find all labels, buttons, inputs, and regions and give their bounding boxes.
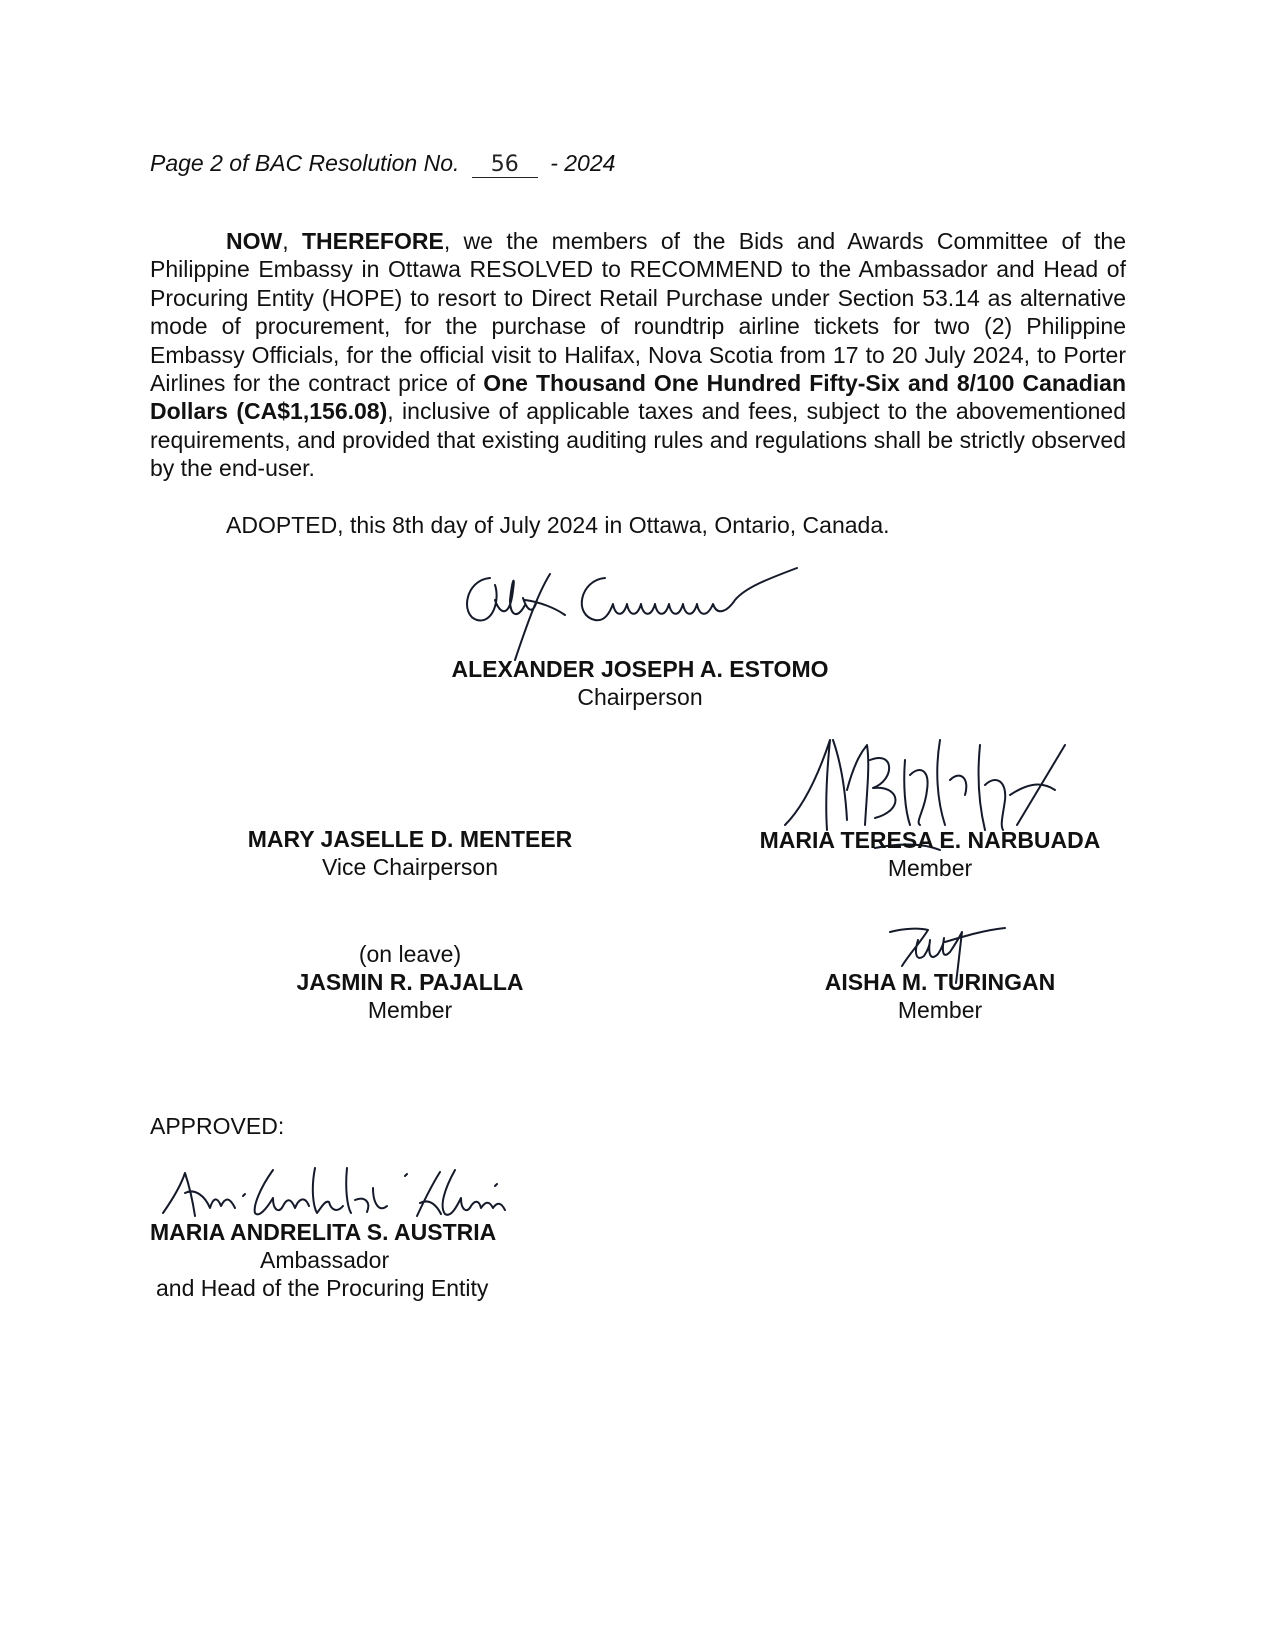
vice-chair-name: MARY JASELLE D. MENTEER bbox=[247, 826, 573, 852]
pajalla-role: Member bbox=[367, 997, 453, 1023]
header-prefix: Page 2 of BAC Resolution No. bbox=[150, 150, 460, 176]
pajalla-name: JASMIN R. PAJALLA bbox=[296, 969, 524, 995]
chair-signatory bbox=[400, 655, 880, 711]
lead-separator: , bbox=[282, 228, 302, 254]
ambassador-name: MARIA ANDRELITA S. AUSTRIA bbox=[150, 1219, 497, 1245]
chair-name: ALEXANDER JOSEPH A. ESTOMO bbox=[451, 656, 829, 682]
adopted-statement: ADOPTED, this 8th day of July 2024 in Ottawa, Ontario, Canada. bbox=[226, 512, 890, 538]
turingan-signatory bbox=[780, 968, 1100, 1024]
ambassador-signatory bbox=[150, 1218, 496, 1302]
lead-now: NOW bbox=[226, 228, 283, 254]
chair-role: Chairperson bbox=[577, 684, 703, 710]
paragraph-text-1: , we the members of the Bids and Awards Committee of the Philippine Embassy in Ottawa RESOLVED to RECOMMEND to the Ambassador and Head of Procuring Entity (HOPE) to resort to Direct Retail Purchase under Section 53.14 as alternative mode of procurement, for the purchase of roundtrip airline tickets for two (2) Philippine Embassy Officials, for the official visit to Halifax, Nova Scotia from 17 to 20 July 2024, to Porter Airlines for the contract price of bbox=[150, 228, 1126, 397]
lead-therefore: THEREFORE bbox=[301, 228, 444, 254]
turingan-name: AISHA M. TURINGAN bbox=[824, 969, 1056, 995]
ambassador-role: Ambassador bbox=[260, 1247, 390, 1273]
pajalla-signatory bbox=[240, 940, 580, 1024]
vice-chair-signatory bbox=[200, 825, 620, 881]
narbuada-signatory bbox=[730, 826, 1130, 882]
paragraph-text-2: , inclusive of applicable taxes and fees, subject to the abovementioned requirements, and provided that existing auditing rules and regulations shall be strictly observed by the end-user. bbox=[150, 398, 1126, 482]
resolution-number: 56 bbox=[472, 153, 538, 178]
contract-amount: One Thousand One Hundred Fifty-Six and 8/100 Canadian Dollars (CA$1,156.08) bbox=[150, 370, 1126, 425]
pajalla-leave-note: (on leave) bbox=[358, 941, 462, 967]
header-suffix: - 2024 bbox=[550, 150, 616, 176]
page-header bbox=[150, 150, 615, 178]
narbuada-name: MARIA TERESA E. NARBUADA bbox=[759, 827, 1101, 853]
vice-chair-role: Vice Chairperson bbox=[321, 854, 498, 880]
narbuada-role: Member bbox=[887, 855, 973, 881]
turingan-role: Member bbox=[897, 997, 983, 1023]
approved-label: APPROVED: bbox=[150, 1113, 285, 1139]
hope-role: and Head of the Procuring Entity bbox=[156, 1275, 489, 1301]
resolution-paragraph bbox=[150, 227, 1126, 483]
